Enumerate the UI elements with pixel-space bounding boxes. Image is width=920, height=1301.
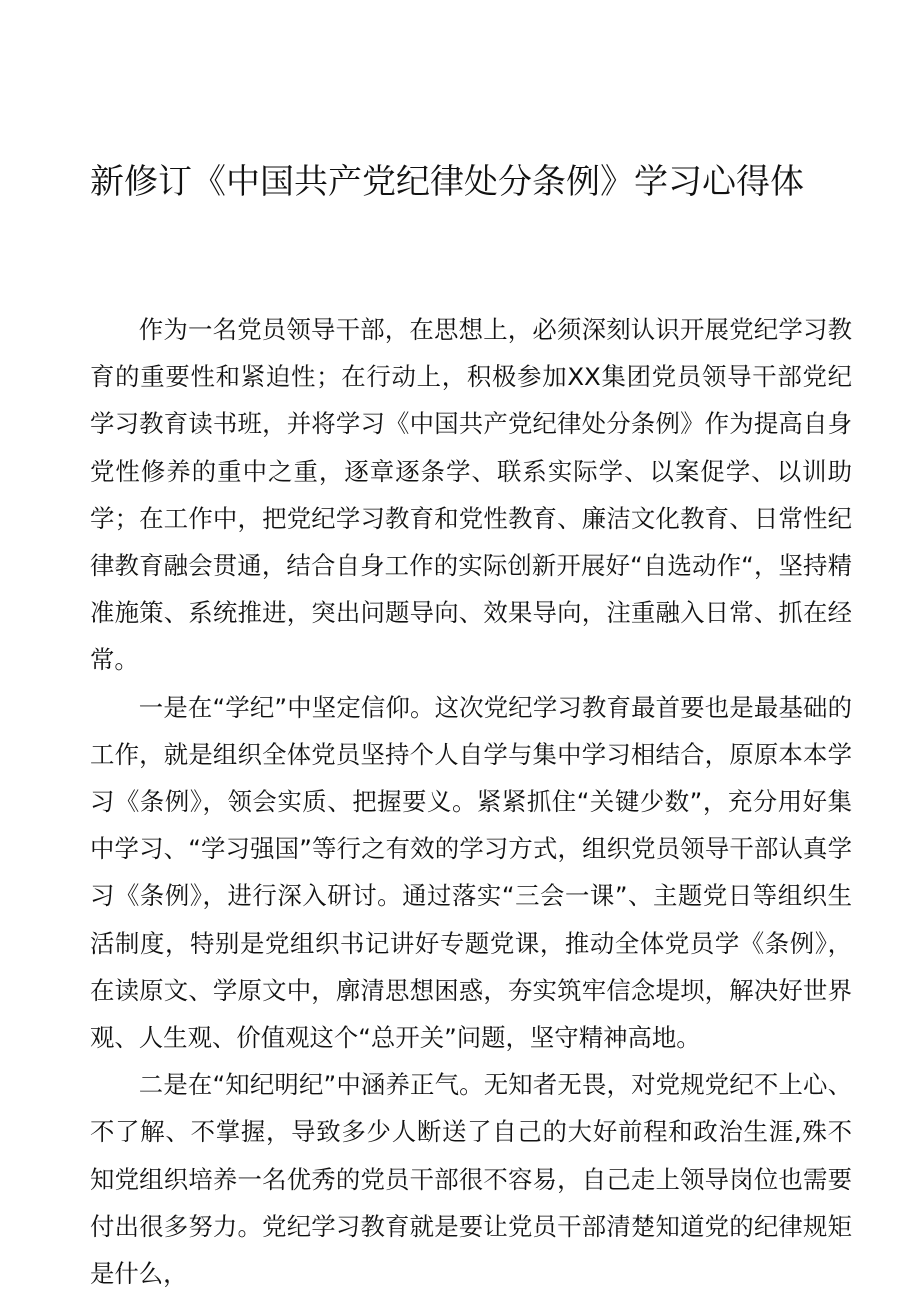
paragraph-xueji: 一是在“学纪”中坚定信仰。这次党纪学习教育最首要也是最基础的工作，就是组织全体党员坚持个人自学与集中学习相结合，原原本本学习《条例》，领会实质、把握要义。紧紧抓住“关键少数”，充分用好集中学习、“学习强国”等行之有效的学习方式，组织党员领导干部认真学习《条例》，进行深入研讨。通过落实“三会一课”、主题党日等组织生活制度，特别是党组织书记讲好专题党课，推动全体党员学《条例》，在读原文、学原文中，廓清思想困惑，夯实筑牢信念堤坝，解决好世界观、人生观、价值观这个“总开关”问题，坚守精神高地。 — [90, 692, 852, 1053]
paragraph-zhiji-mingji: 二是在“知纪明纪”中涵养正气。无知者无畏，对党规党纪不上心、不了解、不掌握，导致多少人断送了自己的大好前程和政治生涯,殊不知党组织培养一名优秀的党员干部很不容易，自己走上领导岗位也需要付出很多努力。党纪学习教育就是要让党员干部清楚知道党的纪律规矩是什么， — [90, 1070, 852, 1289]
document-body — [90, 306, 852, 1297]
document-title: 新修订《中国共产党纪律处分条例》学习心得体 — [90, 162, 804, 202]
paragraph-intro: 作为一名党员领导干部，在思想上，必须深刻认识开展党纪学习教育的重要性和紧迫性；在行动上，积极参加XX集团党员领导干部党纪学习教育读书班，并将学习《中国共产党纪律处分条例》作为提高自身党性修养的重中之重，逐章逐条学、联系实际学、以案促学、以训助学；在工作中，把党纪学习教育和党性教育、廉洁文化教育、日常性纪律教育融会贯通，结合自身工作的实际创新开展好“自选动作“，坚持精准施策、系统推进，突出问题导向、效果导向，注重融入日常、抓在经常。 — [90, 315, 852, 675]
